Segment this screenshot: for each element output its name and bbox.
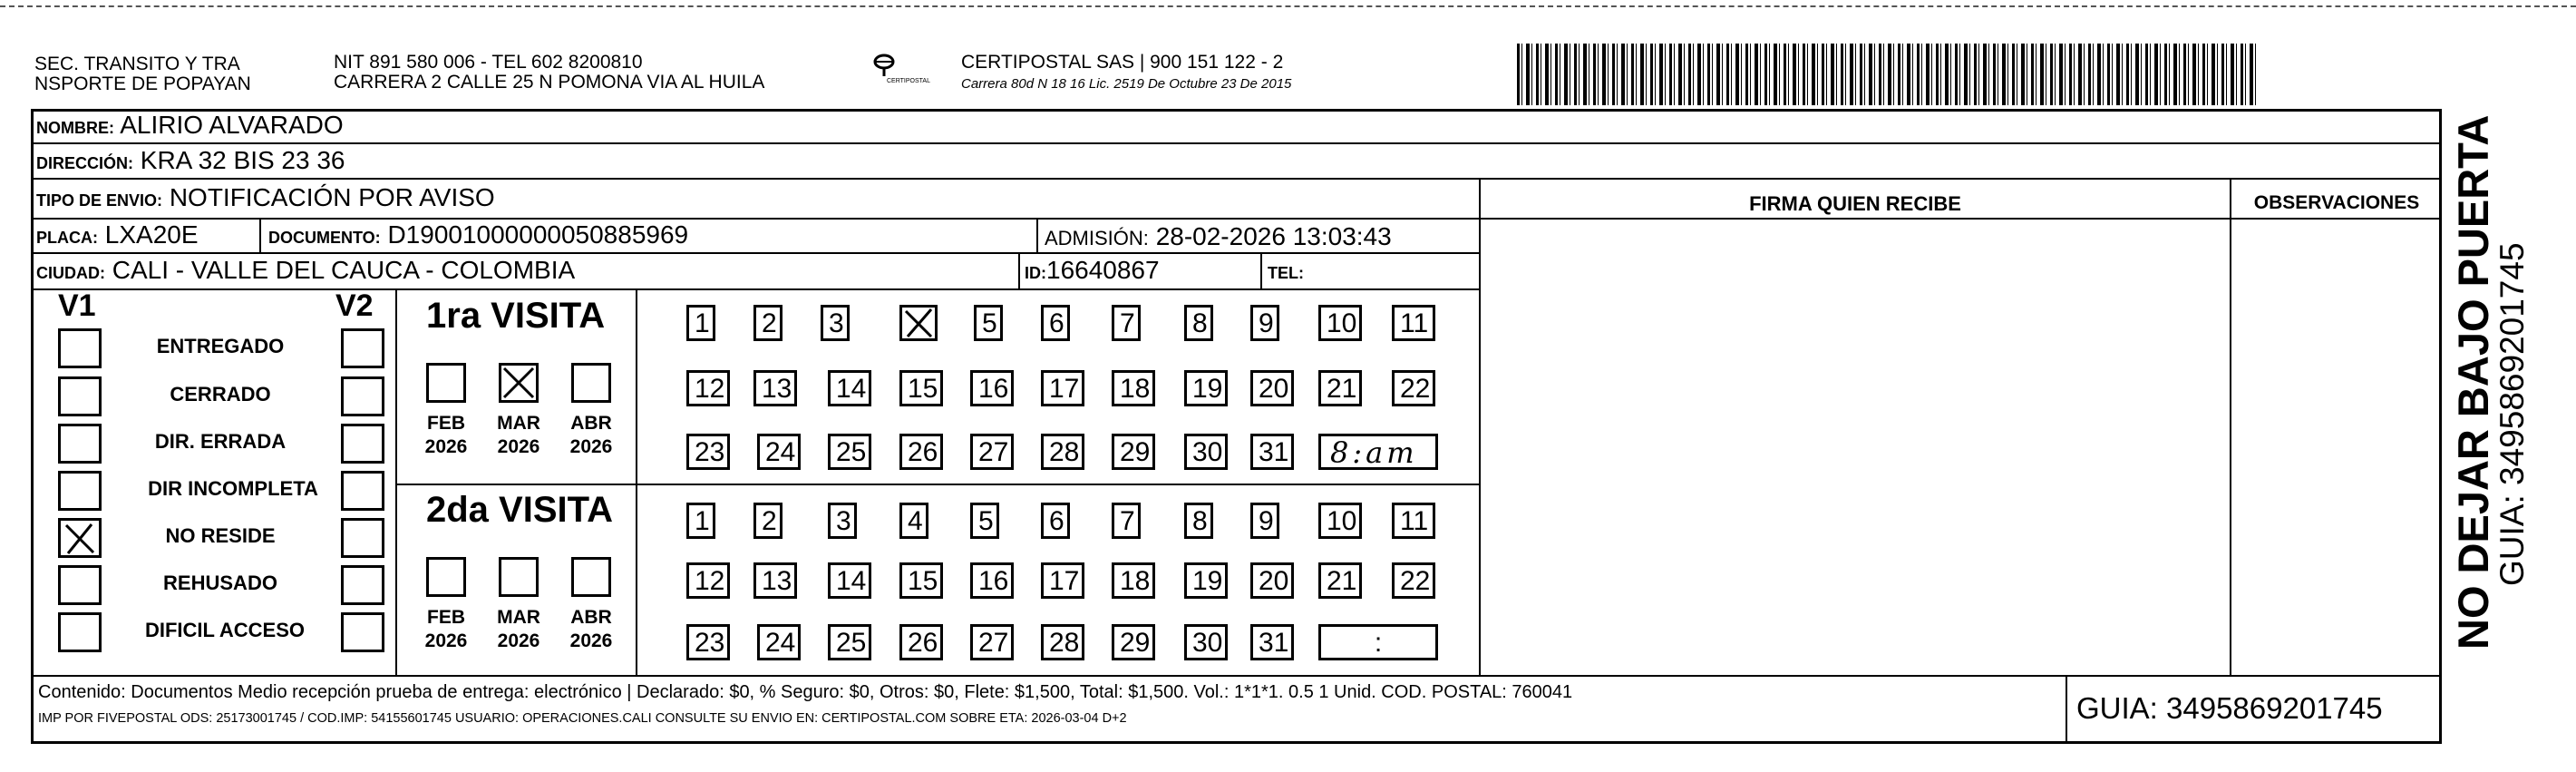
visit1-day-checked[interactable]	[899, 305, 938, 341]
tel-label: TEL:	[1268, 264, 1304, 282]
visit1-day[interactable]: 5	[974, 305, 1003, 341]
visit2-day[interactable]: 29	[1112, 624, 1155, 660]
company-line: CERTIPOSTAL SAS | 900 151 122 - 2	[961, 52, 1284, 73]
visit1-day[interactable]: 2	[753, 305, 783, 341]
visit2-month-label: ABR	[570, 607, 612, 628]
visit2-day[interactable]: 8	[1184, 503, 1213, 539]
admision-label: ADMISIÓN:	[1045, 227, 1149, 249]
visit2-day[interactable]: 26	[899, 624, 943, 660]
visit2-year-label: 2026	[569, 630, 613, 651]
visit2-time-field[interactable]: :	[1318, 624, 1438, 660]
logo-icon	[852, 49, 934, 94]
visit2-day[interactable]: 25	[828, 624, 871, 660]
visit1-day[interactable]: 16	[970, 370, 1014, 406]
visit2-day[interactable]: 14	[828, 562, 871, 599]
visit2-day[interactable]: 24	[757, 624, 801, 660]
v2-checkbox-dificil-acceso[interactable]	[341, 612, 384, 652]
v2-checkbox-dir-incompleta[interactable]	[341, 471, 384, 511]
visit1-day[interactable]: 22	[1392, 370, 1435, 406]
v1-checkbox-dir-incompleta[interactable]	[58, 471, 102, 511]
visit1-day[interactable]: 7	[1112, 305, 1141, 341]
sender-line1: SEC. TRANSITO Y TRA	[34, 54, 240, 74]
visit2-month-label: FEB	[427, 607, 465, 628]
observaciones-header: OBSERVACIONES	[2253, 192, 2420, 213]
id-field	[1025, 255, 1160, 288]
visit1-day[interactable]: 20	[1250, 370, 1294, 406]
ciudad-value: CALI - VALLE DEL CAUCA - COLOMBIA	[112, 256, 576, 284]
ciudad-label: CIUDAD:	[36, 264, 105, 282]
documento-value: D19001000000050885969	[387, 220, 689, 249]
no-dejar-bajo-puerta: NO DEJAR BAJO PUERTA	[2449, 114, 2497, 650]
visit2-day[interactable]: 7	[1112, 503, 1141, 539]
v1-checkbox-rehusado[interactable]	[58, 565, 102, 605]
visit2-day[interactable]: 17	[1041, 562, 1084, 599]
visit2-day[interactable]: 27	[970, 624, 1014, 660]
side-guia: GUIA: 3495869201745	[2493, 242, 2531, 586]
visit1-day[interactable]: 30	[1184, 434, 1228, 470]
status-label: DIFICIL ACCESO	[144, 619, 305, 641]
license-line: Carrera 80d N 18 16 Lic. 2519 De Octubre 23 De 2015	[961, 76, 1292, 92]
visit2-day[interactable]: 19	[1184, 562, 1228, 599]
v1-checkbox-cerrado[interactable]	[58, 376, 102, 416]
visit2-day[interactable]: 21	[1318, 562, 1362, 599]
visit1-day[interactable]: 14	[828, 370, 871, 406]
visit1-day[interactable]: 28	[1041, 434, 1084, 470]
visit2-day[interactable]: 10	[1318, 503, 1362, 539]
nombre-label: NOMBRE:	[36, 119, 114, 137]
visit1-day[interactable]: 23	[686, 434, 730, 470]
status-label: ENTREGADO	[156, 335, 285, 357]
v1-checkbox-no-reside[interactable]	[58, 518, 102, 558]
visit1-month-label: FEB	[427, 413, 465, 434]
visit1-year-label: 2026	[569, 436, 613, 457]
footer-contenido: Contenido: Documentos Medio recepción prueba de entrega: electrónico | Declarado: $0, % Seguro: $0, Otros: $0, Flete: $1,500, Total: $1,500. Vol.: 1*1*1. 0.5 1 Unid. COD. POSTAL: 760041	[38, 682, 1573, 702]
visit2-day[interactable]: 11	[1392, 503, 1435, 539]
visit2-day[interactable]: 12	[686, 562, 730, 599]
visit2-day[interactable]: 6	[1041, 503, 1070, 539]
visit1-year-label: 2026	[424, 436, 468, 457]
status-label: REHUSADO	[163, 572, 277, 594]
v2-checkbox-entregado[interactable]	[341, 328, 384, 368]
visit2-month-feb-box[interactable]	[426, 557, 466, 597]
sender-line2: NSPORTE DE POPAYAN	[34, 73, 251, 94]
visit1-time-field[interactable]	[1318, 434, 1438, 470]
nombre-field	[36, 110, 344, 143]
visit1-day[interactable]: 24	[757, 434, 801, 470]
visit2-month-abr-box[interactable]	[571, 557, 611, 597]
direccion-label: DIRECCIÓN:	[36, 154, 133, 172]
firma-area[interactable]	[1481, 220, 2230, 675]
check-mark-icon	[501, 366, 536, 400]
v2-checkbox-dir-errada[interactable]	[341, 424, 384, 464]
visit1-month-feb-box[interactable]	[426, 363, 466, 403]
status-label: DIR. ERRADA	[154, 430, 287, 453]
visit2-day[interactable]: 2	[753, 503, 783, 539]
visit1-time-handwritten: 8:am	[1330, 435, 1418, 470]
placa-label: PLACA:	[36, 229, 98, 247]
visit2-day[interactable]: 23	[686, 624, 730, 660]
nit-line: NIT 891 580 006 - TEL 602 8200810	[334, 52, 643, 73]
visit2-day[interactable]: 20	[1250, 562, 1294, 599]
documento-label: DOCUMENTO:	[268, 229, 381, 247]
v2-header: V2	[335, 288, 374, 323]
visit2-day[interactable]: 16	[970, 562, 1014, 599]
v2-checkbox-rehusado[interactable]	[341, 565, 384, 605]
certipostal-logo	[852, 49, 934, 94]
visit2-day[interactable]: 5	[970, 503, 999, 539]
v1-checkbox-dir-errada[interactable]	[58, 424, 102, 464]
visit2-year-label: 2026	[497, 630, 540, 651]
status-label: CERRADO	[170, 383, 271, 406]
status-label: DIR INCOMPLETA	[148, 477, 318, 500]
observaciones-area[interactable]	[2231, 220, 2442, 675]
direccion-value: KRA 32 BIS 23 36	[140, 146, 345, 174]
visit1-day[interactable]: 26	[899, 434, 943, 470]
visit2-year-label: 2026	[424, 630, 468, 651]
documento-field	[268, 220, 688, 253]
visit2-day[interactable]: 1	[686, 503, 715, 539]
visit2-day[interactable]: 15	[899, 562, 943, 599]
placa-value: LXA20E	[104, 220, 199, 249]
tipo-envio-value: NOTIFICACIÓN POR AVISO	[169, 183, 495, 211]
v1-checkbox-dificil-acceso[interactable]	[58, 612, 102, 652]
visit1-day[interactable]: 13	[753, 370, 797, 406]
nombre-value: ALIRIO ALVARADO	[120, 111, 344, 139]
visit1-day[interactable]: 19	[1184, 370, 1228, 406]
id-value: 16640867	[1046, 256, 1160, 284]
visit2-day[interactable]: 31	[1250, 624, 1294, 660]
visit1-month-abr-box[interactable]	[571, 363, 611, 403]
ciudad-field	[36, 255, 575, 288]
visit1-month-mar-box[interactable]	[499, 363, 539, 403]
visit2-day[interactable]: 30	[1184, 624, 1228, 660]
visit1-title: 1ra VISITA	[426, 296, 606, 336]
direccion-field	[36, 145, 345, 179]
visit2-day[interactable]: 18	[1112, 562, 1155, 599]
placa-field	[36, 220, 199, 253]
visit1-day[interactable]: 15	[899, 370, 943, 406]
visit1-month-label: MAR	[497, 413, 540, 434]
visit1-year-label: 2026	[497, 436, 540, 457]
visit1-month-label: ABR	[570, 413, 612, 434]
visit1-day[interactable]: 29	[1112, 434, 1155, 470]
footer-guia: GUIA: 3495869201745	[2076, 691, 2383, 725]
visit2-month-mar-box[interactable]	[499, 557, 539, 597]
tipo-envio-label: TIPO DE ENVIO:	[36, 191, 163, 210]
visit2-day[interactable]: 9	[1250, 503, 1279, 539]
visit2-day[interactable]: 4	[899, 503, 928, 539]
visit2-day[interactable]: 3	[828, 503, 857, 539]
barcode	[1517, 44, 2258, 105]
visit1-day[interactable]: 3	[821, 305, 850, 341]
visit1-day[interactable]: 9	[1250, 305, 1279, 341]
admision-value: 28-02-2026 13:03:43	[1155, 222, 1392, 250]
visit1-day[interactable]: 27	[970, 434, 1014, 470]
footer-imp: IMP POR FIVEPOSTAL ODS: 25173001745 / COD.IMP: 54155601745 USUARIO: OPERACIONES.CALI CONSULTE SU ENVIO EN: CERTIPOSTAL.COM SOBRE ETA: 2026-03-04 D+2	[38, 711, 1127, 726]
visit1-day[interactable]: 1	[686, 305, 715, 341]
visit2-title: 2da VISITA	[426, 490, 613, 530]
visit1-day[interactable]: 17	[1041, 370, 1084, 406]
visit1-day[interactable]: 18	[1112, 370, 1155, 406]
tipo-envio-field	[36, 182, 495, 216]
visit1-day[interactable]: 8	[1184, 305, 1213, 341]
visit1-day[interactable]: 31	[1250, 434, 1294, 470]
visit2-day[interactable]: 22	[1392, 562, 1435, 599]
visit1-day[interactable]: 11	[1392, 305, 1435, 341]
status-label: NO RESIDE	[165, 524, 276, 547]
visit1-day[interactable]: 12	[686, 370, 730, 406]
v1-checkbox-entregado[interactable]	[58, 328, 102, 368]
visit1-day[interactable]: 10	[1318, 305, 1362, 341]
v2-checkbox-no-reside[interactable]	[341, 518, 384, 558]
visit1-day[interactable]: 6	[1041, 305, 1070, 341]
check-mark-icon	[61, 521, 99, 555]
visit2-day[interactable]: 13	[753, 562, 797, 599]
visit1-day[interactable]: 21	[1318, 370, 1362, 406]
visit2-month-label: MAR	[497, 607, 540, 628]
id-label: ID:	[1025, 264, 1046, 282]
visit2-day[interactable]: 28	[1041, 624, 1084, 660]
check-mark-icon	[902, 308, 935, 338]
v2-checkbox-cerrado[interactable]	[341, 376, 384, 416]
cut-line-top	[0, 5, 2576, 7]
firma-header: FIRMA QUIEN RECIBE	[1749, 192, 1961, 215]
tel-field	[1268, 255, 1304, 288]
admision-field	[1045, 221, 1392, 254]
logo-text: CERTIPOSTAL	[887, 78, 930, 84]
address-line: CARRERA 2 CALLE 25 N POMONA VIA AL HUILA	[334, 72, 765, 93]
v1-header: V1	[58, 288, 96, 323]
visit1-day[interactable]: 25	[828, 434, 871, 470]
